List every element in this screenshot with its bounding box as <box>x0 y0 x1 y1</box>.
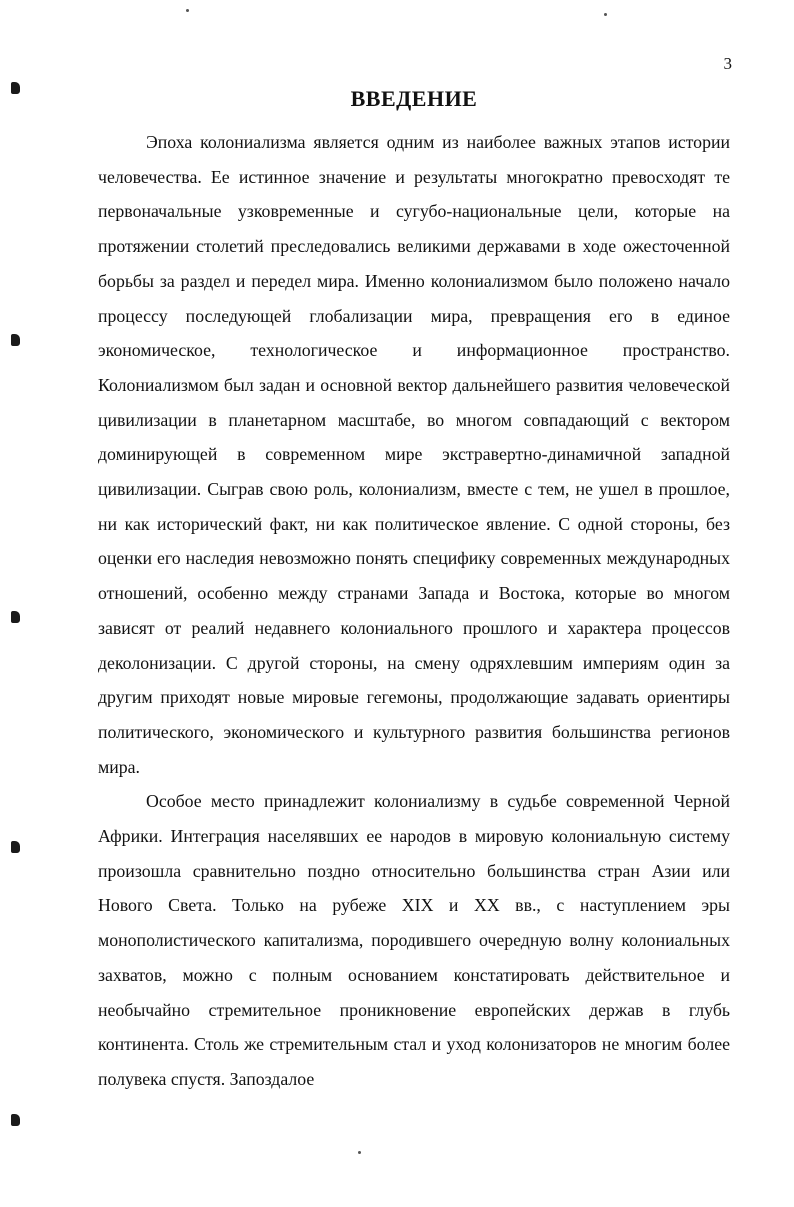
binding-mark-2 <box>11 334 20 346</box>
scan-speck-2 <box>604 13 607 16</box>
page-heading: ВВЕДЕНИЕ <box>350 86 478 111</box>
paragraph-2: Особое место принадлежит колониализму в судьбе современной Черной Африки. Интеграция населявших ее народов в мировую колониальную систему произошла сравнительно поздно относительно большинства стран Азии или Нового Света. Только на рубеже XIX и XX вв., с наступлением эры монополистического капитализма, породившего очередную волну колониальных захватов, можно с полным основанием констатировать действительное и необычайно стремительное проникновение европейских держав в глубь континента. Столь же стремительным стал и уход колонизаторов не многим более полувека спустя. Запоздалое <box>98 791 730 1089</box>
paragraph-1: Эпоха колониализма является одним из наиболее важных этапов истории человечества. Ее истинное значение и результаты многократно превосходят те первоначальные узковременные и сугубо-национальные цели, которые на протяжении столетий преследовались великими державами в ходе ожесточенной борьбы за раздел и передел мира. Именно колониализмом было положено начало процессу последующей глобализации мира, превращения его в единое экономическое, технологическое и информационное пространство. Колониализмом был задан и основной вектор дальнейшего развития человеческой цивилизации в планетарном масштабе, во многом совпадающий с вектором доминирующей в современном мире экстравертно-динамичной западной цивилизации. Сыграв свою роль, колониализм, вместе с тем, не ушел в прошлое, ни как исторический факт, ни как политическое явление. С одной стороны, без оценки его наследия невозможно понять специфику современных международных отношений, особенно между странами Запада и Востока, которые во многом зависят от реалий недавнего колониального прошлого и характера процессов деколонизации. С другой стороны, на смену одряхлевшим империям один за другим приходят новые мировые гегемоны, продолжающие задавать ориентиры политического, экономического и культурного развития большинства регионов мира. <box>98 132 730 777</box>
binding-mark-3 <box>11 611 20 623</box>
page-number: 3 <box>723 54 732 73</box>
binding-mark-4 <box>11 841 20 853</box>
body-text <box>98 125 730 1097</box>
scan-speck-1 <box>186 9 189 12</box>
scan-speck-3 <box>358 1151 361 1154</box>
binding-mark-1 <box>11 82 20 94</box>
binding-mark-5 <box>11 1114 20 1126</box>
